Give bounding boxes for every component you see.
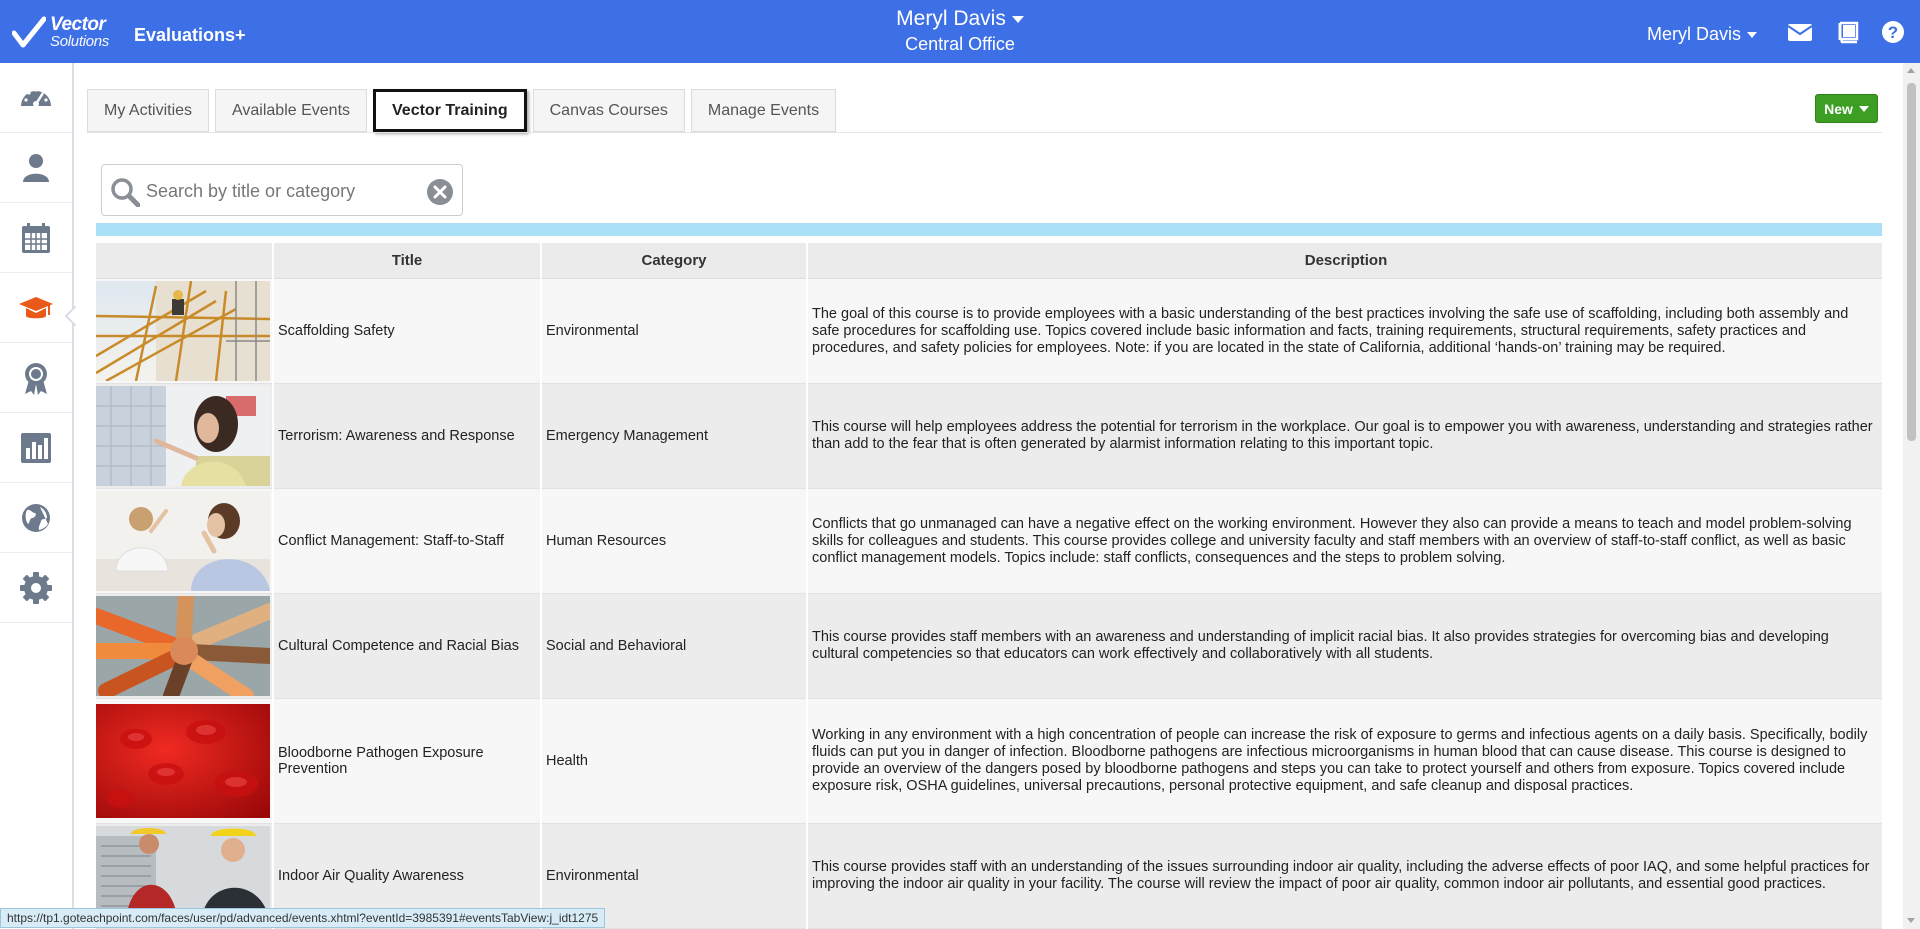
column-header-category[interactable]: Category [542, 243, 806, 279]
course-description: This course provides staff with an understanding of the issues surrounding indoor air quality, including the adverse effects of poor IAQ, and some helpful practices for improving the indoor air quality in your facility. The course will review the impact of poor air quality, common indoor air pollutants, and essential good practices. [808, 824, 1882, 929]
bar-chart-icon [18, 430, 54, 466]
sidebar-item-calendar[interactable] [0, 203, 72, 273]
table-header-bar [96, 223, 1882, 236]
tabs-divider [87, 132, 1882, 133]
app-title: Evaluations+ [134, 25, 246, 45]
course-category: Emergency Management [542, 384, 806, 489]
gear-icon [18, 570, 54, 606]
table-row[interactable] [96, 384, 1882, 489]
table-row[interactable] [96, 699, 1882, 824]
course-thumbnail-conflict-management[interactable] [96, 491, 270, 591]
courses-table [96, 243, 1882, 929]
course-thumbnail-scaffolding[interactable] [96, 281, 270, 381]
sidebar-item-dashboard[interactable] [0, 63, 72, 133]
course-description: Conflicts that go unmanaged can have a negative effect on the working environment. However they also can provide a means to teach and model problem-solving skills for colleagues and students. This course provides college and university faculty and staff members with an overview of staff-to-staff conflict, as well as basic conflict management models. Topics include: staff conflicts, consequences and the steps to problem solving. [808, 489, 1882, 594]
scrollbar-thumb[interactable] [1907, 83, 1916, 441]
page-scrollbar[interactable] [1903, 63, 1920, 929]
award-ribbon-icon [18, 360, 54, 396]
course-category: Environmental [542, 279, 806, 384]
center-user-name: Meryl Davis [896, 7, 1006, 30]
courses-table-container [96, 243, 1882, 929]
scroll-up-arrow-icon[interactable] [1907, 68, 1915, 73]
course-category: Human Resources [542, 489, 806, 594]
clear-search-icon[interactable] [426, 178, 454, 206]
sidebar-nav [0, 63, 74, 929]
course-category: Social and Behavioral [542, 594, 806, 699]
graduation-cap-icon [18, 290, 54, 326]
tab-manage-events[interactable]: Manage Events [691, 89, 836, 132]
vector-solutions-logo[interactable] [12, 10, 109, 54]
logo-text-vector: Vector [50, 14, 106, 35]
sidebar-item-profile[interactable] [0, 133, 72, 203]
column-header-image [96, 243, 272, 279]
course-title[interactable]: Conflict Management: Staff-to-Staff [274, 489, 540, 594]
svg-text:?: ? [1887, 23, 1899, 42]
course-category: Environmental [542, 824, 806, 929]
new-button[interactable] [1815, 94, 1878, 123]
chevron-down-icon [1859, 106, 1869, 112]
course-title[interactable]: Indoor Air Quality Awareness [274, 824, 540, 929]
tab-my-activities[interactable]: My Activities [87, 89, 209, 132]
course-title[interactable]: Bloodborne Pathogen Exposure Prevention [274, 699, 540, 824]
sidebar-item-professional-development[interactable] [0, 273, 72, 343]
user-icon [18, 150, 54, 186]
table-row[interactable] [96, 594, 1882, 699]
column-header-title[interactable]: Title [274, 243, 540, 279]
course-description: This course provides staff members with an awareness and understanding of implicit racial bias. It also provides strategies for overcoming bias and developing cultural competencies so that educators can work effectively and collaboratively with all students. [808, 594, 1882, 699]
center-office-label: Central Office [905, 34, 1015, 54]
tab-available-events[interactable]: Available Events [215, 89, 367, 132]
speedometer-icon [18, 80, 54, 116]
chevron-down-icon [1012, 16, 1024, 23]
column-header-description[interactable]: Description [808, 243, 1882, 279]
sidebar-item-awards[interactable] [0, 343, 72, 413]
table-header-row [96, 243, 1882, 279]
user-menu-dropdown[interactable] [1647, 24, 1757, 45]
course-title[interactable]: Terrorism: Awareness and Response [274, 384, 540, 489]
logo-text-solutions: Solutions [50, 33, 110, 50]
table-row[interactable] [96, 489, 1882, 594]
sidebar-item-global[interactable] [0, 483, 72, 553]
table-row[interactable] [96, 279, 1882, 384]
events-tab-bar [87, 89, 842, 132]
tab-vector-training[interactable]: Vector Training [373, 89, 527, 132]
course-title[interactable]: Cultural Competence and Racial Bias [274, 594, 540, 699]
link-status-bar: https://tp1.goteachpoint.com/faces/user/pd/advanced/events.xhtml?eventId=3985391#eventsTabView:j_idt1275 [0, 908, 605, 928]
book-icon[interactable] [1835, 20, 1861, 44]
search-icon [110, 177, 140, 207]
center-user-dropdown[interactable] [896, 7, 1024, 31]
help-icon[interactable] [1880, 20, 1906, 44]
course-title[interactable]: Scaffolding Safety [274, 279, 540, 384]
sidebar-item-reports[interactable] [0, 413, 72, 483]
course-description: The goal of this course is to provide employees with a basic understanding of the best practices involving the safe use of scaffolding, including both assembly and safe procedures for scaffolding use. Topics covered include basic information and facts, training requirements, structural requirements, safety practices and procedures, and safety policies for employees. Note: if you are located in the state of California, additional ‘hands-on’ training may be required. [808, 279, 1882, 384]
course-thumbnail-terrorism[interactable] [96, 386, 270, 486]
logo-check-icon [12, 15, 46, 49]
scroll-down-arrow-icon[interactable] [1907, 918, 1915, 923]
course-description: This course will help employees address the potential for terrorism in the workplace. Our goal is to empower you with awareness, understanding and strategies rather than add to the fear that is often generated by alarmist information relating to this important topic. [808, 384, 1882, 489]
course-thumbnail-bloodborne-pathogen[interactable] [96, 704, 270, 818]
sidebar-item-settings[interactable] [0, 553, 72, 623]
course-thumbnail-cultural-competence[interactable] [96, 596, 270, 696]
tab-canvas-courses[interactable]: Canvas Courses [533, 89, 685, 132]
course-description: Working in any environment with a high concentration of people can increase the risk of exposure to germs and infectious agents on a daily basis. Specifically, bodily fluids can put you in danger of infection. Bloodborne pathogens are infectious microorganisms in human blood that can cause disease. This course is designed to provide an overview of the dangers posed by bloodborne pathogens and steps you can take to protect yourself and others from exposure. Topics covered include exposure risk, OSHA guidelines, universal precautions, personal protective equipment, and safe cleanup and disposal practices. [808, 699, 1882, 824]
globe-icon [18, 500, 54, 536]
top-header [0, 0, 1920, 63]
course-category: Health [542, 699, 806, 824]
active-pointer-icon [64, 306, 76, 326]
user-menu-name: Meryl Davis [1647, 24, 1742, 44]
new-button-label: New [1824, 100, 1853, 117]
search-box [101, 164, 463, 216]
search-input[interactable] [146, 177, 416, 205]
chevron-down-icon [1747, 32, 1757, 38]
envelope-icon[interactable] [1787, 20, 1813, 44]
calendar-icon [18, 220, 54, 256]
